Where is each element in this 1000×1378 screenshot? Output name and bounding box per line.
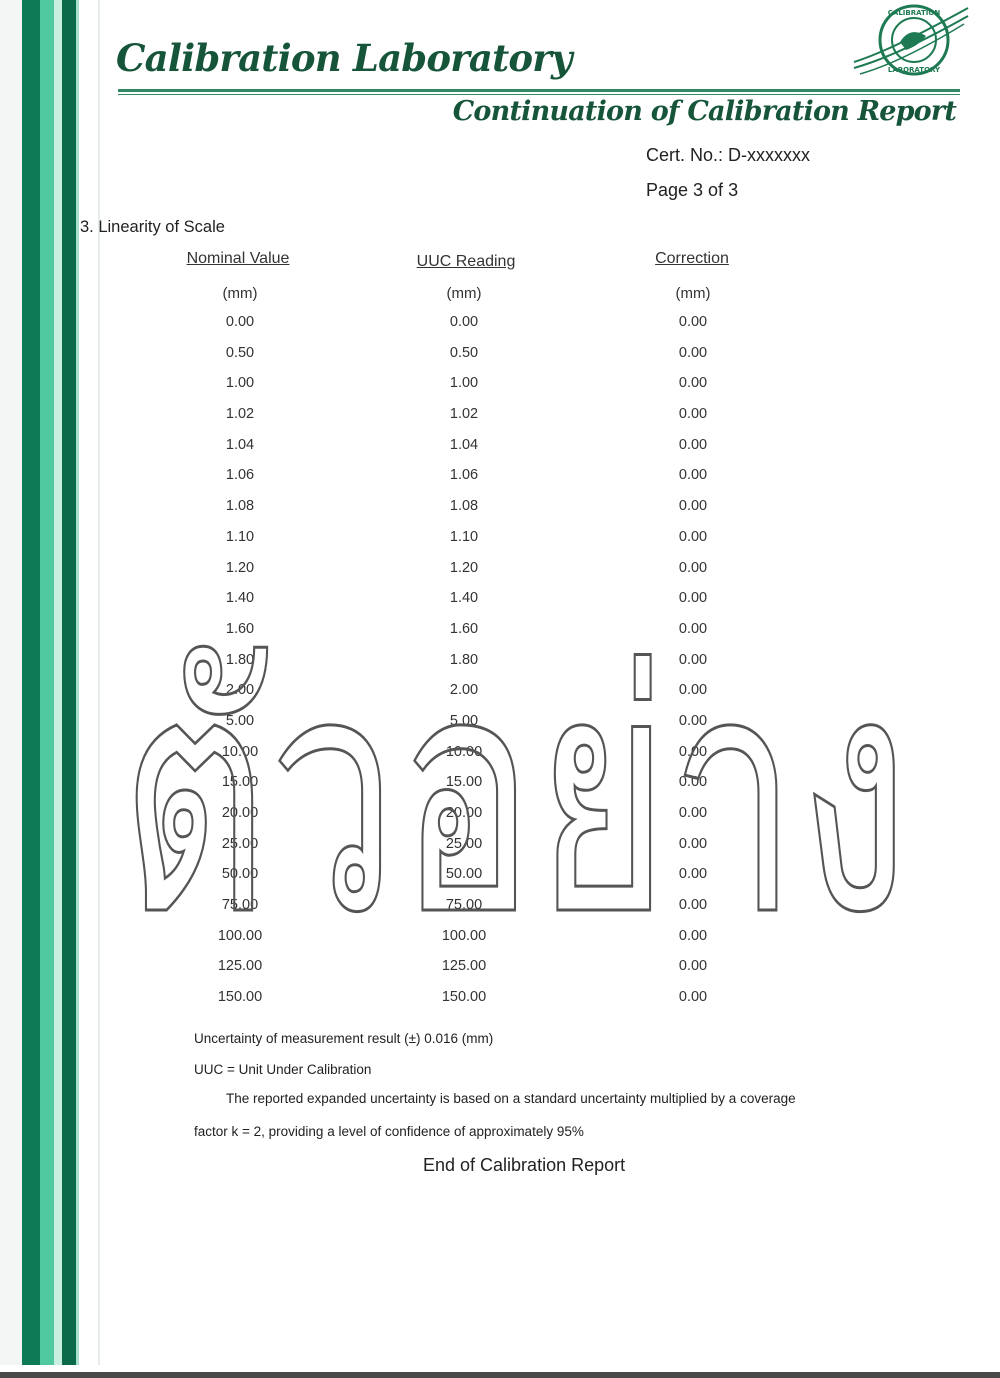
bottom-edge: [0, 1372, 1000, 1378]
cell-correction: 0.00: [678, 712, 708, 729]
cell-uuc-reading: 0.00: [449, 314, 479, 330]
cell-uuc-reading: 25.00: [445, 835, 483, 852]
watermark-text: ตัวอย่าง: [120, 604, 910, 960]
cell-nominal-value: 2.00: [225, 682, 255, 699]
cell-correction: 0.00: [678, 958, 708, 975]
cell-uuc-reading: 15.00: [445, 774, 483, 791]
header-rule: [118, 89, 960, 92]
cell-uuc-reading: 1.08: [449, 498, 479, 515]
cell-uuc-reading: 1.20: [449, 559, 479, 576]
report-title: Continuation of Calibration Report: [452, 96, 956, 127]
certificate-number: Cert. No.: D-xxxxxxx: [646, 145, 811, 165]
cell-uuc-reading: 50.00: [445, 866, 483, 883]
cell-uuc-reading: 0.50: [449, 344, 479, 361]
unit-nominal: (mm): [222, 285, 258, 302]
cell-uuc-reading: 100.00: [441, 927, 487, 944]
cell-uuc-reading: 75.00: [445, 897, 483, 914]
table-row: [0, 615, 1000, 646]
table-row: [0, 768, 1000, 799]
cell-nominal-value: 50.00: [221, 866, 259, 883]
uncertainty-note: Uncertainty of measurement result (±) 0.016 (mm): [194, 1031, 494, 1046]
linearity-table: [0, 308, 1000, 1014]
unit-uuc-reading: (mm): [446, 285, 482, 302]
table-row: [0, 584, 1000, 615]
cell-correction: 0.00: [678, 314, 708, 330]
table-row: [0, 860, 1000, 891]
seal-top-text: CALIBRATION: [887, 9, 941, 17]
cell-uuc-reading: 20.00: [445, 805, 483, 821]
unit-correction: (mm): [675, 285, 711, 302]
expanded-uncertainty-line-2: factor k = 2, providing a level of confidence of approximately 95%: [194, 1124, 584, 1139]
table-row: [0, 554, 1000, 585]
table-row: [0, 738, 1000, 769]
cell-nominal-value: 1.08: [225, 498, 255, 515]
seal-bottom-text: LABORATORY: [887, 66, 941, 74]
cell-nominal-value: 75.00: [221, 897, 259, 914]
cell-correction: 0.00: [678, 559, 708, 576]
table-row: [0, 952, 1000, 983]
column-header-uuc-reading: UUC Reading: [416, 253, 516, 270]
cell-correction: 0.00: [678, 682, 708, 699]
cell-correction: 0.00: [678, 498, 708, 515]
cell-correction: 0.00: [678, 467, 708, 484]
cell-nominal-value: 150.00: [217, 989, 263, 1006]
cell-correction: 0.00: [678, 375, 708, 392]
cell-correction: 0.00: [678, 835, 708, 852]
cell-uuc-reading: 150.00: [441, 989, 487, 1006]
cell-correction: 0.00: [678, 651, 708, 668]
cell-uuc-reading: 1.02: [449, 406, 479, 423]
table-row: [0, 891, 1000, 922]
cell-nominal-value: 1.40: [225, 590, 255, 607]
cell-nominal-value: 100.00: [217, 927, 263, 944]
table-row: [0, 922, 1000, 953]
cell-uuc-reading: 1.60: [449, 620, 479, 637]
cell-nominal-value: 1.06: [225, 467, 255, 484]
cell-uuc-reading: 1.04: [449, 436, 479, 453]
table-row: [0, 400, 1000, 431]
cell-correction: 0.00: [678, 805, 708, 821]
cell-uuc-reading: 1.06: [449, 467, 479, 484]
expanded-uncertainty-line-1: The reported expanded uncertainty is based on a standard uncertainty multiplied by a coverage: [226, 1091, 796, 1106]
table-row: [0, 308, 1000, 339]
cell-nominal-value: 5.00: [225, 712, 255, 729]
cell-nominal-value: 1.04: [225, 436, 255, 453]
cell-uuc-reading: 5.00: [449, 712, 479, 729]
cell-nominal-value: 1.02: [225, 406, 255, 423]
cell-uuc-reading: 125.00: [441, 958, 487, 975]
table-row: [0, 799, 1000, 830]
cell-nominal-value: 1.00: [225, 375, 255, 392]
cell-nominal-value: 10.00: [221, 743, 259, 760]
cell-nominal-value: 25.00: [221, 835, 259, 852]
cell-nominal-value: 1.60: [225, 620, 255, 637]
page-number: Page 3 of 3: [646, 180, 739, 200]
cell-nominal-value: 20.00: [221, 805, 259, 821]
column-header-nominal: Nominal Value: [186, 250, 290, 267]
cell-nominal-value: 15.00: [221, 774, 259, 791]
cell-correction: 0.00: [678, 743, 708, 760]
cell-nominal-value: 0.50: [225, 344, 255, 361]
cell-correction: 0.00: [678, 866, 708, 883]
cell-nominal-value: 1.10: [225, 528, 255, 545]
table-row: [0, 676, 1000, 707]
end-of-report: End of Calibration Report: [423, 1155, 626, 1175]
cell-nominal-value: 0.00: [225, 314, 255, 330]
cell-correction: 0.00: [678, 344, 708, 361]
header-rule-thin: [118, 94, 960, 95]
cell-uuc-reading: 10.00: [445, 743, 483, 760]
uuc-definition: UUC = Unit Under Calibration: [194, 1062, 372, 1077]
cell-uuc-reading: 2.00: [449, 682, 479, 699]
table-row: [0, 492, 1000, 523]
cell-uuc-reading: 1.10: [449, 528, 479, 545]
section-heading: 3. Linearity of Scale: [80, 218, 225, 236]
cell-correction: 0.00: [678, 774, 708, 791]
cell-correction: 0.00: [678, 590, 708, 607]
cell-uuc-reading: 1.40: [449, 590, 479, 607]
cell-uuc-reading: 1.80: [449, 651, 479, 668]
cell-nominal-value: 1.80: [225, 651, 255, 668]
cell-nominal-value: 125.00: [217, 958, 263, 975]
cell-correction: 0.00: [678, 406, 708, 423]
cell-correction: 0.00: [678, 989, 708, 1006]
table-row: [0, 830, 1000, 861]
table-row: [0, 646, 1000, 677]
lab-title: Calibration Laboratory: [116, 36, 572, 80]
cell-nominal-value: 1.20: [225, 559, 255, 576]
table-row: [0, 369, 1000, 400]
cell-correction: 0.00: [678, 897, 708, 914]
table-row: [0, 431, 1000, 462]
laboratory-seal-logo: [852, 2, 970, 80]
table-row: [0, 339, 1000, 370]
table-row: [0, 707, 1000, 738]
cell-correction: 0.00: [678, 620, 708, 637]
table-row: [0, 523, 1000, 554]
cell-uuc-reading: 1.00: [449, 375, 479, 392]
table-row: [0, 983, 1000, 1014]
column-header-correction: Correction: [655, 250, 729, 267]
cell-correction: 0.00: [678, 528, 708, 545]
cell-correction: 0.00: [678, 436, 708, 453]
table-row: [0, 461, 1000, 492]
cell-correction: 0.00: [678, 927, 708, 944]
